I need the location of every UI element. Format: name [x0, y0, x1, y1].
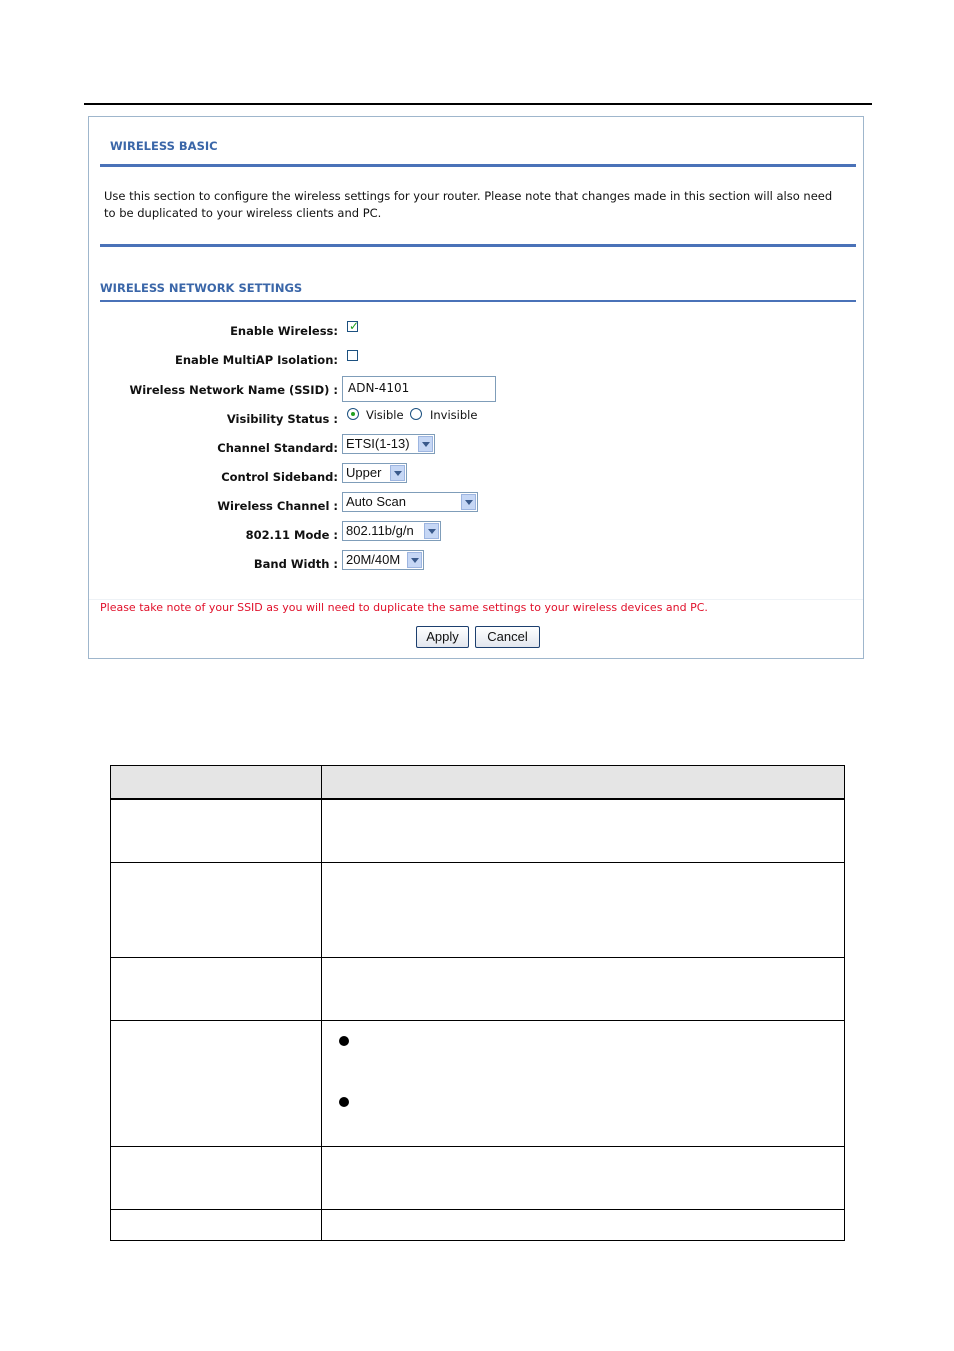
visible-option-label: Visible — [366, 408, 404, 422]
apply-button[interactable]: Apply — [416, 626, 469, 648]
checkmark-icon: ✓ — [349, 319, 360, 333]
row-channel-standard — [89, 436, 865, 462]
wireless-channel-value: Auto Scan — [346, 494, 406, 509]
table-cell — [111, 799, 322, 862]
mode-label: 802.11 Mode : — [245, 528, 338, 542]
table-row — [111, 957, 845, 1020]
table-cell — [111, 1020, 322, 1146]
band-width-label: Band Width : — [253, 557, 338, 571]
multiap-isolation-checkbox[interactable] — [347, 350, 358, 361]
bullet-icon — [339, 1036, 349, 1046]
table-cell — [322, 1209, 845, 1240]
invisible-option-label: Invisible — [430, 408, 478, 422]
table-header-cell — [322, 766, 845, 800]
page-top-rule — [84, 103, 872, 105]
table-cell — [322, 957, 845, 1020]
visibility-label: Visibility Status : — [226, 412, 338, 426]
chevron-down-icon[interactable] — [461, 494, 476, 510]
table-cell — [111, 1146, 322, 1209]
control-sideband-value: Upper — [346, 465, 382, 480]
channel-standard-value: ETSI(1-13) — [346, 436, 410, 451]
title-divider — [100, 164, 856, 167]
wireless-channel-label: Wireless Channel : — [217, 499, 338, 513]
chevron-down-icon[interactable] — [407, 552, 422, 568]
band-width-value: 20M/40M — [346, 552, 401, 567]
table-row — [111, 1146, 845, 1209]
invisible-radio[interactable] — [410, 408, 422, 420]
table-header-row — [111, 766, 845, 800]
chevron-down-icon[interactable] — [418, 436, 433, 452]
wireless-basic-panel — [88, 116, 864, 659]
table-header-cell — [111, 766, 322, 800]
wireless-channel-select[interactable] — [342, 492, 478, 512]
mode-value: 802.11b/g/n — [346, 523, 414, 538]
description-table — [110, 765, 845, 1241]
table-row — [111, 799, 845, 862]
note-separator — [89, 599, 863, 600]
cancel-button[interactable]: Cancel — [475, 626, 540, 648]
control-sideband-select[interactable] — [342, 463, 407, 483]
row-visibility — [89, 407, 865, 433]
row-wireless-channel — [89, 494, 865, 520]
table-row — [111, 1209, 845, 1240]
table-cell — [111, 1209, 322, 1240]
band-width-select[interactable] — [342, 550, 424, 570]
table-cell — [111, 862, 322, 957]
mode-select[interactable] — [342, 521, 441, 541]
control-sideband-label: Control Sideband: — [221, 470, 338, 484]
row-enable-wireless — [89, 319, 865, 345]
intro-divider — [100, 244, 856, 247]
table-cell — [322, 1146, 845, 1209]
table-cell — [322, 799, 845, 862]
bullet-icon — [339, 1097, 349, 1107]
channel-standard-select[interactable] — [342, 434, 435, 454]
table-cell — [322, 862, 845, 957]
visible-radio[interactable] — [347, 408, 359, 420]
intro-text: Use this section to configure the wireless settings for your router. Please note that changes made in this section will also need to be duplicated to your wireless clients and PC. — [104, 189, 833, 220]
channel-standard-label: Channel Standard: — [217, 441, 338, 455]
row-multiap-isolation — [89, 348, 865, 374]
chevron-down-icon[interactable] — [390, 465, 405, 481]
row-80211-mode — [89, 523, 865, 549]
enable-wireless-checkbox[interactable] — [347, 321, 358, 332]
ssid-note: Please take note of your SSID as you will need to duplicate the same settings to your wireless devices and PC. — [100, 601, 708, 614]
enable-wireless-label: Enable Wireless: — [230, 324, 338, 338]
panel-title: WIRELESS BASIC — [110, 139, 218, 153]
table-row — [111, 1020, 845, 1146]
ssid-input[interactable]: ADN-4101 — [342, 376, 496, 402]
row-band-width — [89, 552, 865, 578]
section-title: WIRELESS NETWORK SETTINGS — [100, 281, 303, 295]
chevron-down-icon[interactable] — [424, 523, 439, 539]
table-cell — [111, 957, 322, 1020]
section-divider — [100, 300, 856, 302]
multiap-isolation-label: Enable MultiAP Isolation: — [175, 353, 338, 367]
table-row — [111, 862, 845, 957]
row-control-sideband — [89, 465, 865, 491]
ssid-label: Wireless Network Name (SSID) : — [129, 383, 338, 397]
table-cell — [322, 1020, 845, 1146]
row-ssid — [89, 378, 865, 404]
